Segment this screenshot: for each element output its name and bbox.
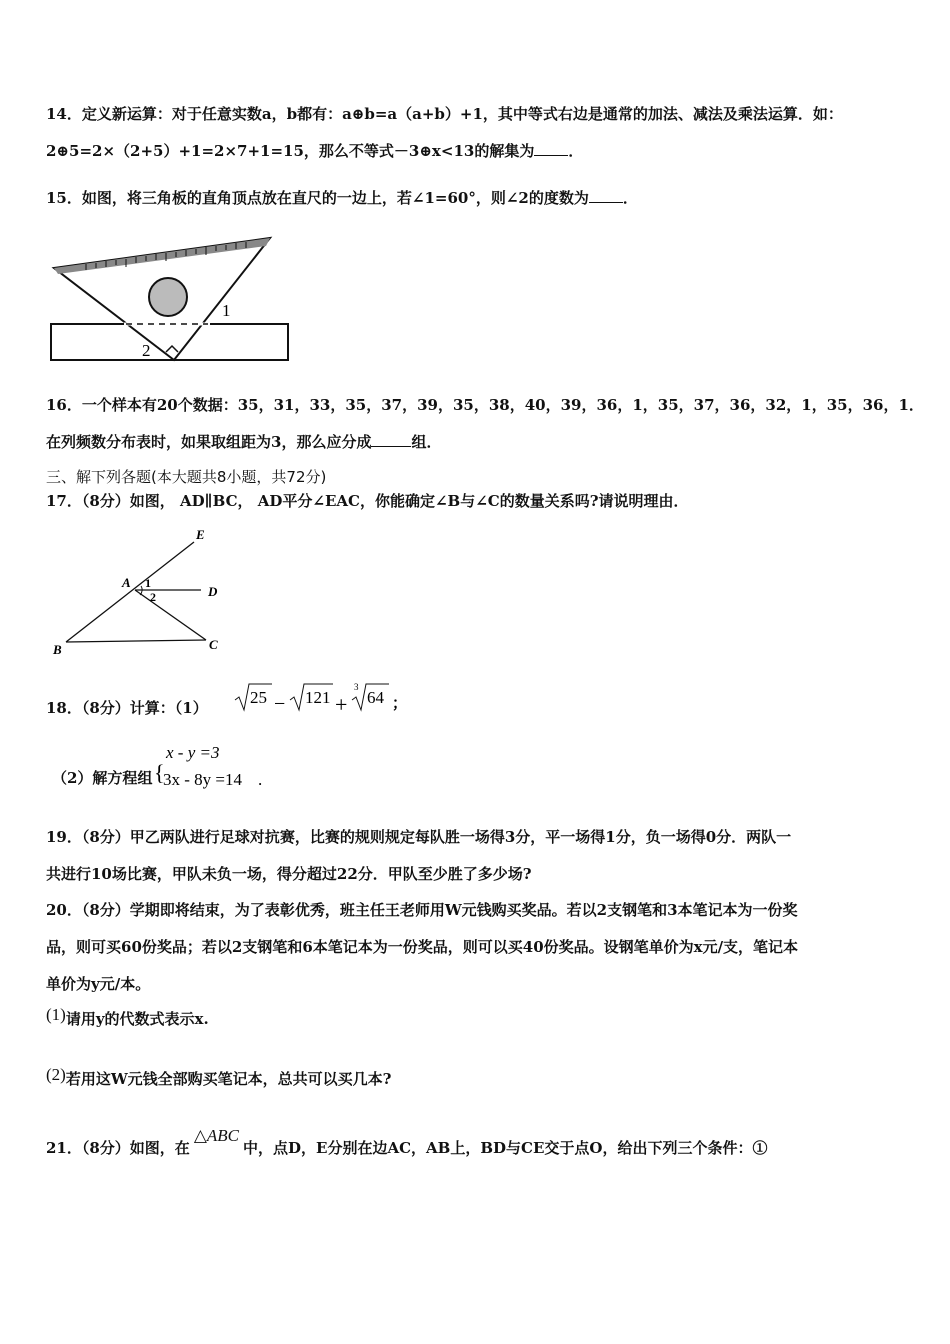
cube-root-index: 3 — [354, 682, 359, 692]
q14-line1: 14．定义新运算：对于任意实数a，b都有：a⊕b=a（a+b）+1，其中等式右边是通常的加法、减法及乘法运算．如： — [46, 105, 843, 123]
q20-line3: 单价为y元/本。 — [46, 975, 151, 993]
point-A-label: A — [122, 575, 131, 590]
part-number: (1) — [46, 1005, 66, 1024]
angle-1-label: 1 — [222, 301, 231, 320]
plus-sign: + — [335, 692, 348, 717]
q15-end: ． — [622, 189, 638, 207]
ruler-triangle-figure — [46, 232, 306, 364]
q19-line2: 共进行10场比赛，甲队未负一场，得分超过22分．甲队至少胜了多少场? — [46, 865, 532, 883]
triangle-abc: △ABC — [193, 1126, 239, 1145]
angle-2-label: 2 — [150, 590, 156, 604]
q16-end: 组． — [411, 433, 442, 451]
point-E-label: E — [196, 527, 205, 542]
answer-blank — [371, 432, 411, 447]
equation-2: 3x - 8y =14 — [163, 770, 242, 789]
angle-2-label: 2 — [142, 341, 151, 360]
q19-line1: 19．（8分）甲乙两队进行足球对抗赛，比赛的规则规定每队胜一场得3分，平一场得1分，负一场得0分．两队一 — [46, 828, 792, 846]
radicand-121: 121 — [305, 688, 331, 707]
q20-part1 — [46, 1005, 209, 1029]
minus-sign: − — [274, 693, 286, 715]
q20-part2-text: 若用这W元钱全部购买笔记本，总共可以买几本? — [65, 1070, 392, 1088]
q21-pre: 21．（8分）如图，在 — [46, 1139, 190, 1157]
q20-part2 — [46, 1065, 392, 1089]
answer-blank — [534, 141, 568, 156]
q21-text — [46, 1126, 768, 1158]
hole-circle — [149, 278, 187, 316]
radicand-64: 64 — [367, 688, 384, 707]
section-heading: 三、解下列各题(本大题共8小题，共72分) — [46, 468, 327, 486]
angle-bisector-figure — [46, 525, 236, 660]
q21-post: 中，点D，E分别在边AC，AB上，BD与CE交于点O，给出下列三个条件：① — [243, 1139, 768, 1157]
q20-part1-text: 请用y的代数式表示x. — [65, 1010, 209, 1028]
left-brace: { — [154, 760, 165, 785]
equation-system — [154, 738, 274, 794]
q16-line2-text: 在列频数分布表时，如果取组距为3，那么应分成 — [46, 433, 372, 451]
q14-end: ． — [568, 142, 584, 160]
q14-line2 — [46, 140, 583, 161]
radicand-25: 25 — [250, 688, 267, 707]
q17-text: 17．（8分）如图， AD∥BC， AD平分∠EAC，你能确定∠B与∠C的数量关系吗?请说明理由． — [46, 492, 689, 510]
line-BE — [66, 542, 194, 642]
q16-line2 — [46, 431, 441, 452]
equation-1: x - y =3 — [166, 743, 220, 762]
part-number: (2) — [46, 1065, 66, 1084]
q16-line1: 16．一个样本有20个数据：35，31，33，35，37，39，35，38，40，39，36，1，35，37，36，32，1，35，36，1． — [46, 396, 924, 414]
period: . — [258, 770, 263, 789]
q18-part2-label: （2）解方程组 — [52, 769, 153, 787]
semicolon: ； — [392, 696, 408, 712]
point-D-label: D — [208, 584, 218, 599]
q20-line1: 20．（8分）学期即将结束，为了表彰优秀，班主任王老师用W元钱购买奖品。若以2支钢笔和3本笔记本为一份奖 — [46, 901, 798, 919]
q18-label: 18．（8分）计算：（1） — [46, 699, 208, 717]
q14-line2-text: 2⊕5=2×（2+5）+1=2×7+1=15，那么不等式－3⊕x<13的解集为 — [46, 142, 535, 160]
segment-BC — [66, 640, 206, 642]
answer-blank — [589, 188, 623, 203]
q15-question: 15．如图，将三角板的直角顶点放在直尺的一边上，若∠1=60°，则∠2的度数为 — [46, 189, 589, 207]
segment-AC — [135, 590, 206, 640]
q18-expression — [232, 680, 408, 720]
point-B-label: B — [53, 642, 62, 657]
q20-line2: 品，则可买60份奖品；若以2支钢笔和6本笔记本为一份奖品，则可以买40份奖品。设钢笔单价为x元/支，笔记本 — [46, 938, 799, 956]
angle-1-label: 1 — [145, 576, 151, 590]
q15-text — [46, 187, 638, 208]
point-C-label: C — [209, 637, 218, 652]
